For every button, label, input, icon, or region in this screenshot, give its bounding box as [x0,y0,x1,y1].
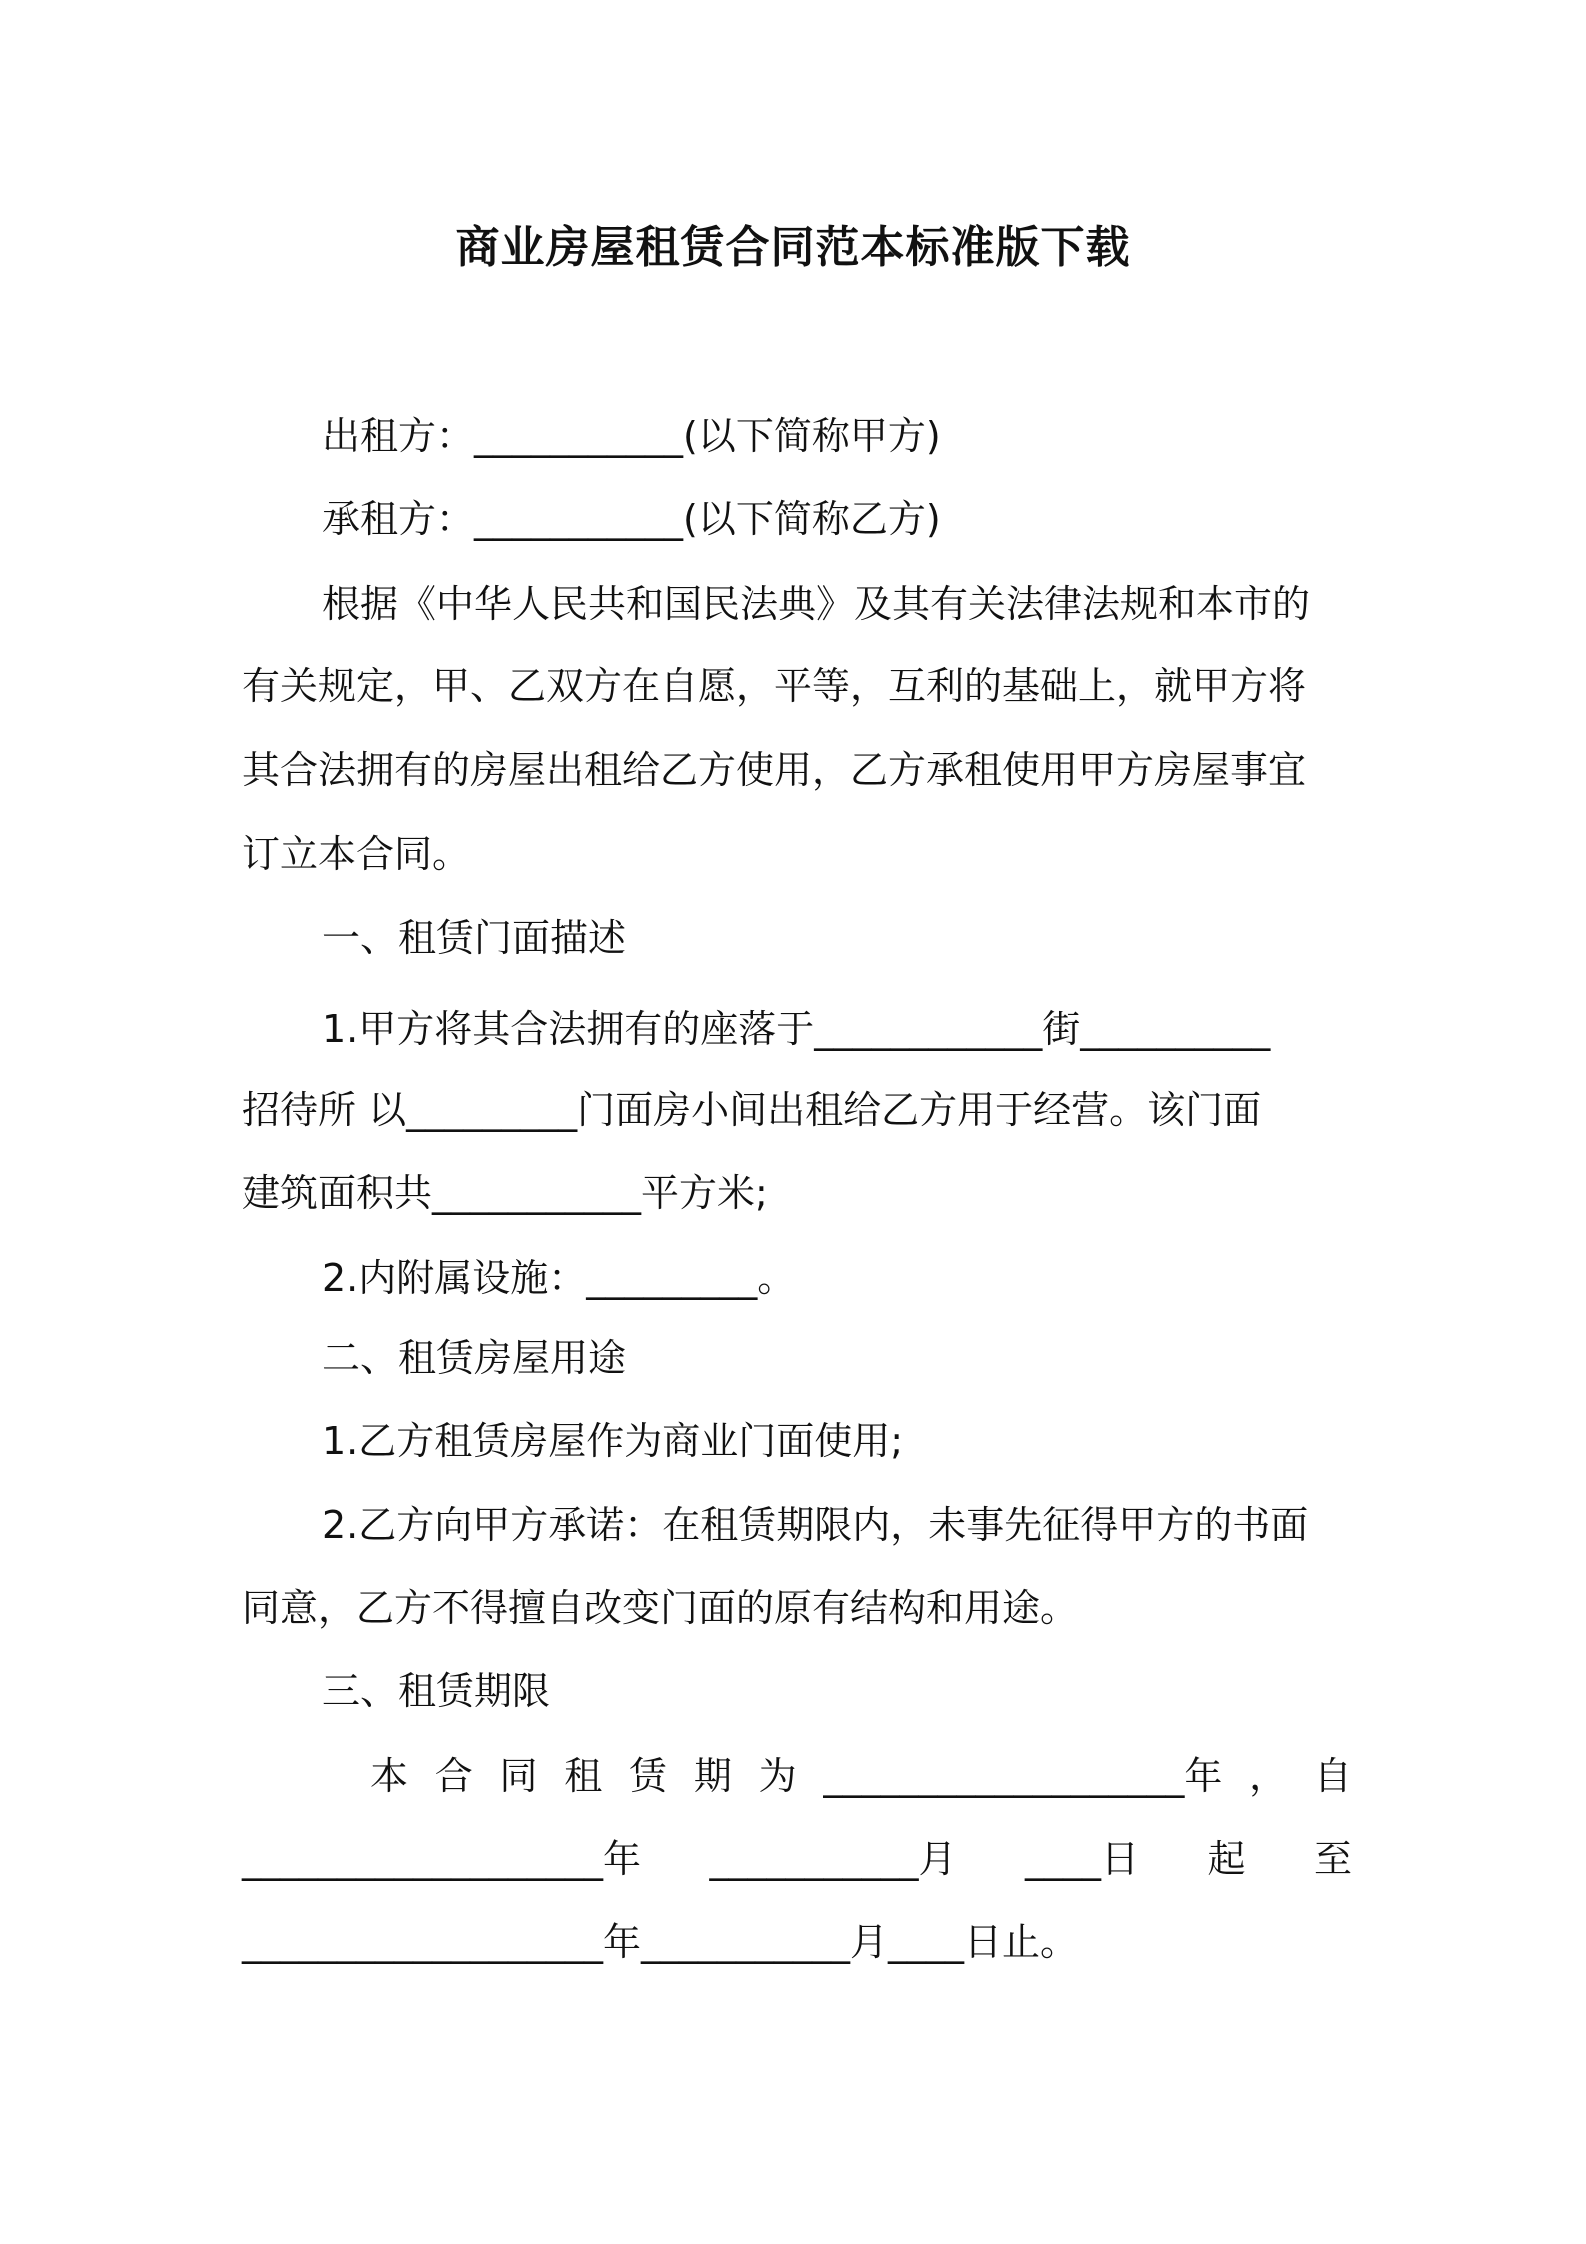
term-char: 本 [370,1754,409,1798]
term-char: 起 [1207,1837,1246,1881]
section-1-heading: 一、租赁门面描述 [322,916,627,960]
clause-1-1-line-1: 1.甲方将其合法拥有的座落于____________街__________ [322,1007,1271,1051]
clause-2-2-line-2: 同意，乙方不得擅自改变门面的原有结构和用途。 [242,1586,1079,1630]
preamble-line-2: 有关规定，甲、乙双方在自愿，平等，互利的基础上，就甲方将 [242,664,1307,708]
start-month-blank: ___________月 [709,1837,957,1881]
preamble-line-3: 其合法拥有的房屋出租给乙方使用，乙方承租使用甲方房屋事宜 [242,748,1307,792]
term-line-1 [370,1748,1352,1804]
clause-1-2: 2.内附属设施：_________。 [322,1256,796,1300]
preamble-text-1: 根据《中华人民共和国民法典》及其有关法律法规和本市的 [322,582,1311,626]
lessor-line: 出租方：___________(以下简称甲方) [322,414,941,458]
term-char: 合 [434,1754,473,1798]
term-line-3: ___________________年___________月____日止。 [242,1920,1079,1964]
clause-1-1-line-3: 建筑面积共___________平方米; [242,1171,768,1215]
term-char: 至 [1313,1837,1352,1881]
clause-1-1-line-2: 招待所 以_________门面房小间出租给乙方用于经营。该门面 [242,1088,1262,1132]
start-year-blank: ___________________年 [242,1837,642,1881]
clause-2-2-line-1: 2.乙方向甲方承诺：在租赁期限内，未事先征得甲方的书面 [322,1503,1309,1547]
term-char: 为 [758,1754,797,1798]
preamble-line-4: 订立本合同。 [242,832,471,876]
term-years-blank: ___________________年 [823,1754,1223,1798]
term-char: 租 [564,1754,603,1798]
term-char: 同 [499,1754,538,1798]
term-char: ， [1249,1754,1288,1798]
lessee-line: 承租方：___________(以下简称乙方) [322,497,941,541]
clause-2-1: 1.乙方租赁房屋作为商业门面使用; [322,1419,904,1463]
section-3-heading: 三、租赁期限 [322,1669,551,1713]
term-line-2 [242,1831,1352,1887]
term-char: 自 [1313,1754,1352,1798]
preamble-line-1 [322,576,1352,632]
document-title: 商业房屋租赁合同范本标准版下载 [455,222,1131,273]
section-2-heading: 二、租赁房屋用途 [322,1336,627,1380]
term-char: 期 [693,1754,732,1798]
term-char: 赁 [629,1754,668,1798]
start-day-blank: ____日 [1024,1837,1139,1881]
